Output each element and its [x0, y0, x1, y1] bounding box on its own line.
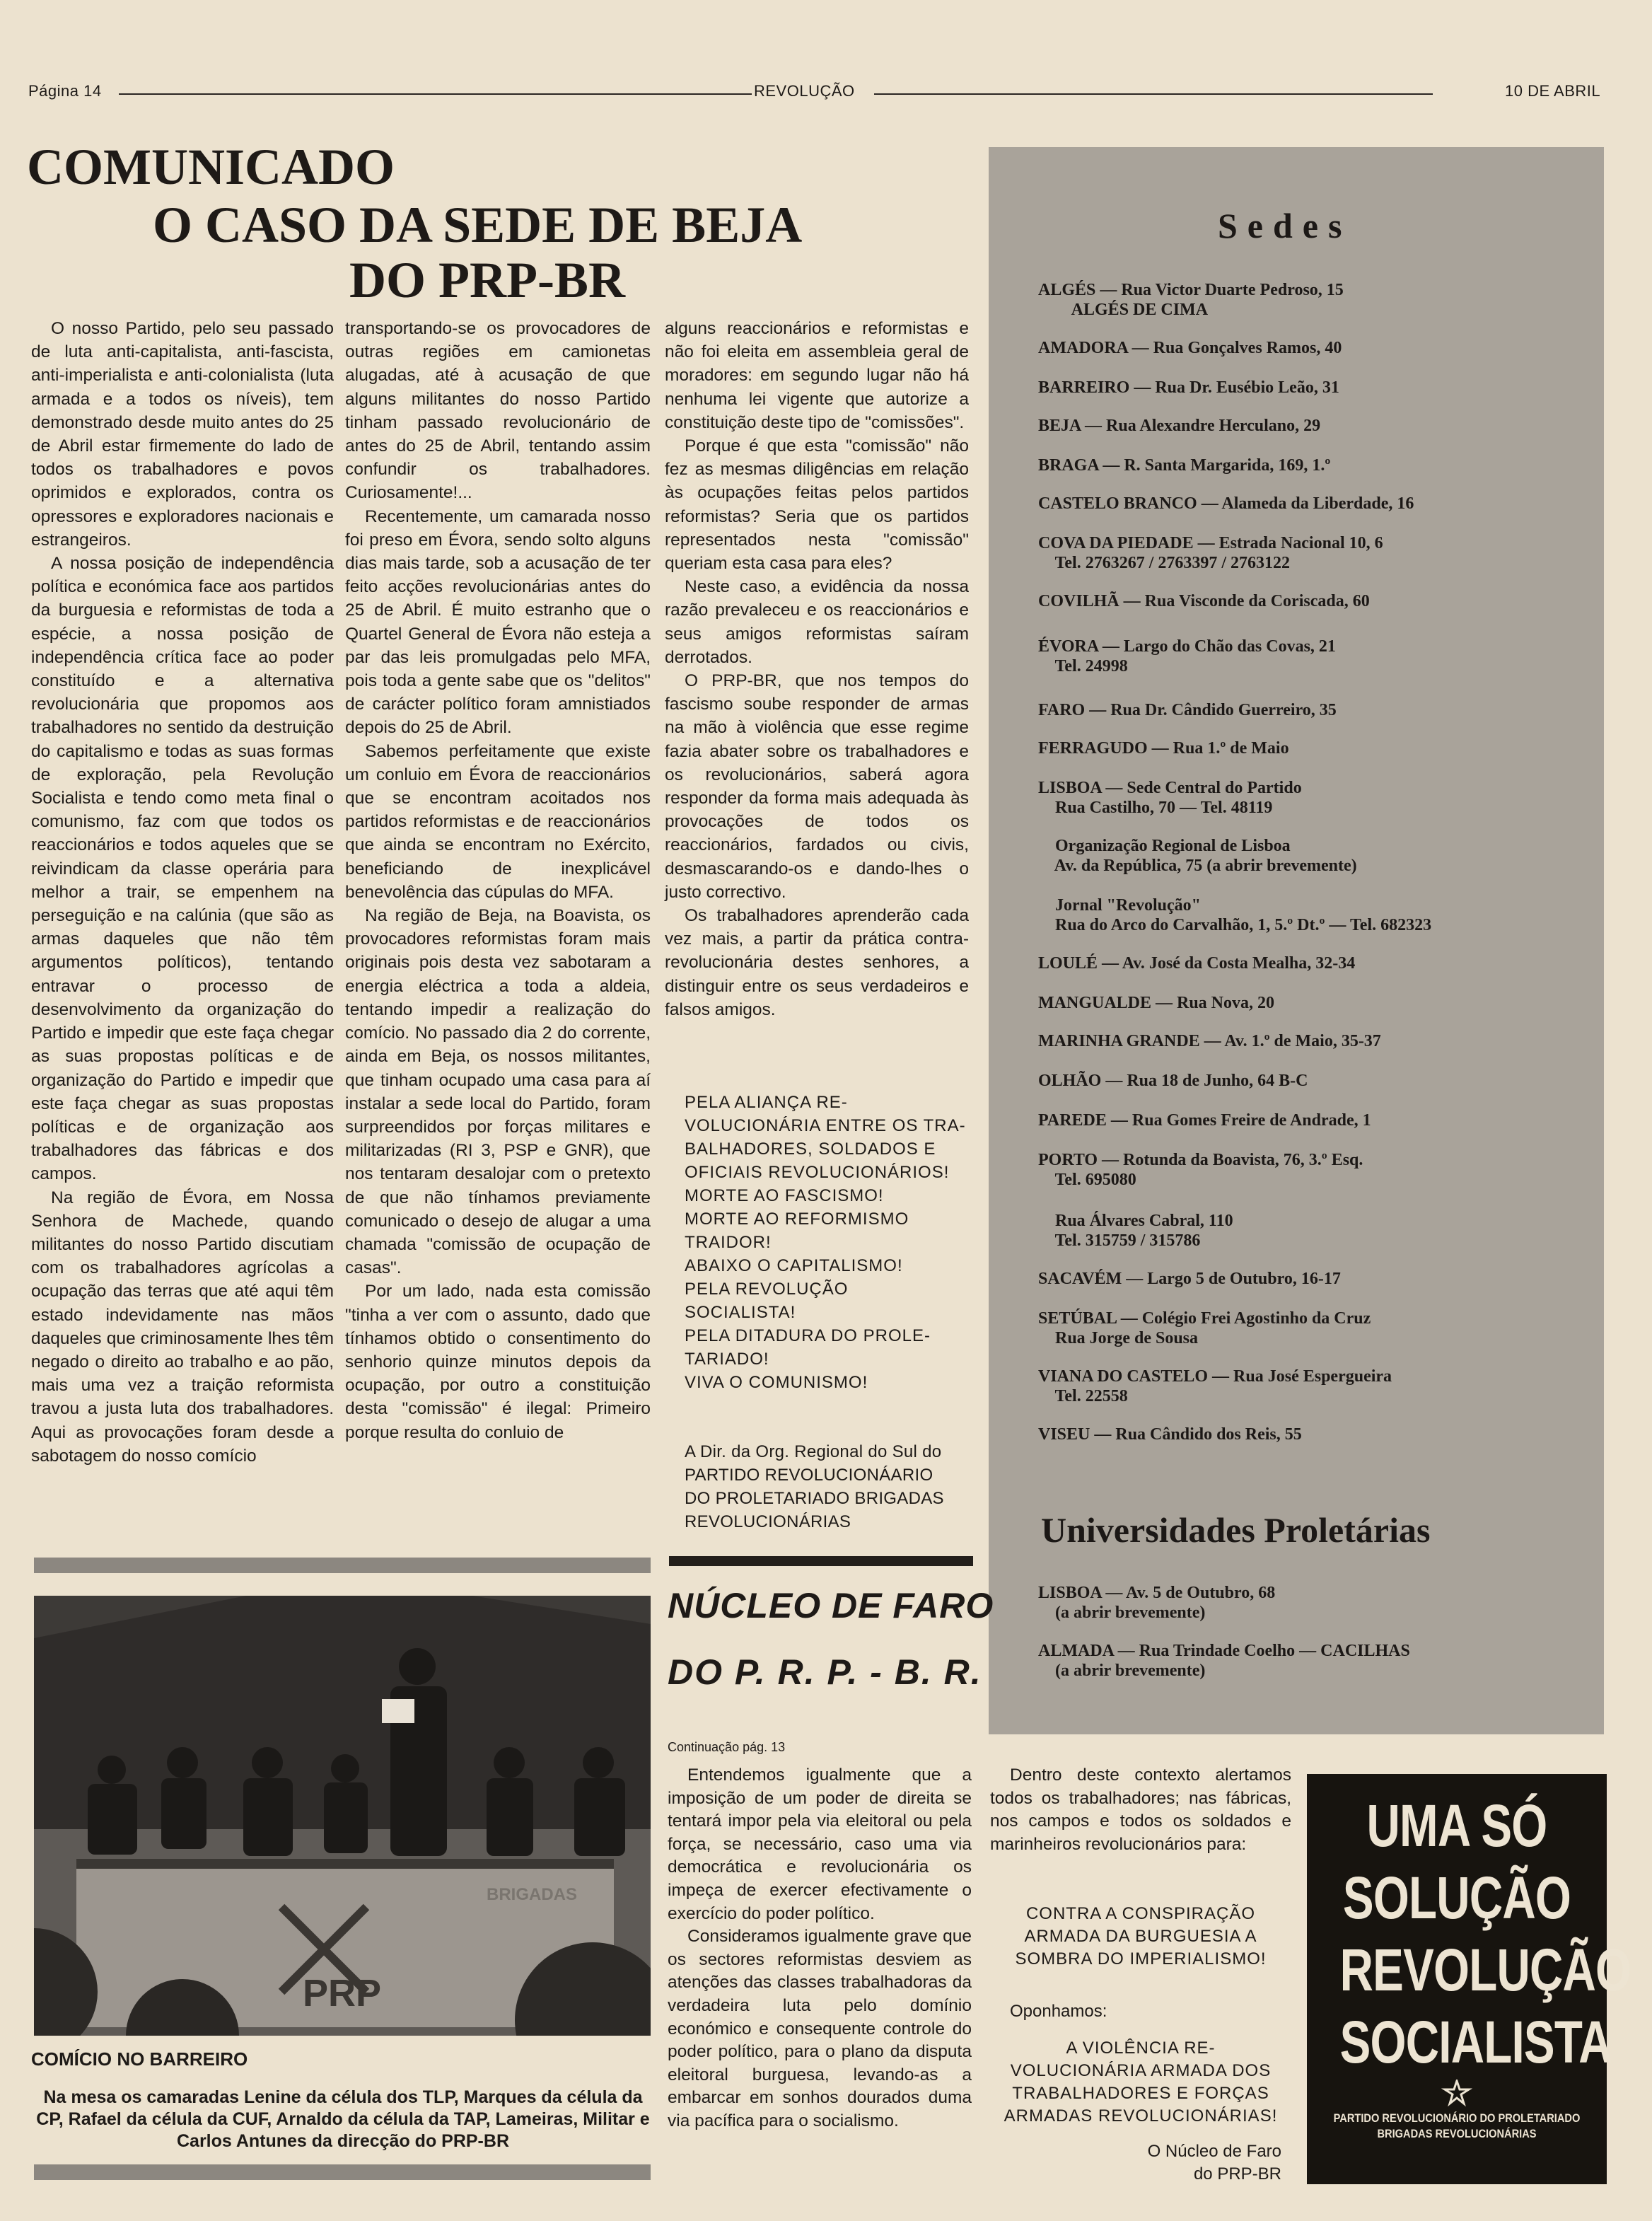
slogan-line: VOLUCIONÁRIA ARMADA DOS — [1010, 2061, 1272, 2080]
faro-continuation: Continuação pág. 13 — [668, 1740, 786, 1754]
article-title-line2: DO PRP-BR — [349, 252, 625, 308]
sede-item: BARREIRO — Rua Dr. Eusébio Leão, 31 — [1038, 378, 1339, 397]
comicio-photo — [34, 1596, 651, 2036]
article-column-3 — [665, 317, 969, 1021]
signature-line: PARTIDO REVOLUCIONÁARIO — [685, 1466, 933, 1485]
paragraph: Porque é que esta "comissão" não fez as mesmas diligências em relação às ocupações feitas pelos partidos reformistas? Seria que os partidos representados nesta "comissão" queriam esta casa para eles? — [665, 436, 969, 574]
paragraph: Os trabalhadores aprenderão cada vez mais, a partir da prática contra-revolucionária destes senhores, a distinguir entre os seus verdadeiros e falsos amigos. — [665, 906, 969, 1019]
slogan-line: OFICIAIS REVOLUCIONÁRIOS! — [685, 1163, 950, 1182]
faro-slogan-1 — [990, 1903, 1291, 1971]
photo-caption: Na mesa os camaradas Lenine da célula dos TLP, Marques da célula da CP, Rafael da célula da CUF, Arnaldo da célula da TAP, Lameiras, Militar e Carlos Antunes da direcção do PRP-BR — [36, 2087, 650, 2151]
article-title-line1: O CASO DA SEDE DE BEJA — [153, 197, 803, 253]
sede-item: PORTO — Rotunda da Boavista, 76, 3.º Esq. Tel. 695080 — [1038, 1151, 1363, 1189]
photo-illustration — [34, 1596, 651, 2036]
section-divider-bottom — [34, 2164, 651, 2180]
photo-caption-title: COMÍCIO NO BARREIRO — [31, 2048, 248, 2070]
poster-footer-line2: BRIGADAS REVOLUCIONÁRIAS — [1377, 2127, 1537, 2140]
sede-item: BEJA — Rua Alexandre Herculano, 29 — [1038, 417, 1321, 435]
faro-signature — [1096, 2140, 1281, 2186]
paragraph: O nosso Partido, pelo seu passado de luta anti-capitalista, anti-fascista, anti-imperialista e anti-colonialista (luta armada e a todos os níveis), tem demonstrado desde muito antes do 25 de Abril estar firmemente do lado de todos os trabalhadores e povos oprimidos e explorados, contra os opressores e exploradores nacionais e estrangeiros. — [31, 319, 334, 550]
slogan-line: CONTRA A CONSPIRAÇÃO — [1025, 1904, 1256, 1923]
slogan-line: BALHADORES, SOLDADOS E — [685, 1140, 936, 1159]
slogan-line: PELA REVOLUÇÃO — [685, 1280, 849, 1299]
sede-item: MANGUALDE — Rua Nova, 20 — [1038, 994, 1275, 1012]
star-hammer-icon — [1436, 2080, 1478, 2108]
sede-item: SACAVÉM — Largo 5 de Outubro, 16-17 — [1038, 1270, 1341, 1288]
sede-item: BRAGA — R. Santa Margarida, 169, 1.º — [1038, 456, 1331, 475]
slogan-line: SOCIALISTA! — [685, 1303, 796, 1322]
sede-item: ALGÉS — Rua Victor Duarte Pedroso, 15 ALGÉS DE CIMA — [1038, 281, 1344, 319]
article-kicker: COMUNICADO — [27, 139, 395, 195]
sede-item: Organização Regional de Lisboa Av. da República, 75 (a abrir brevemente) — [1054, 837, 1357, 875]
faro-column-1 — [668, 1764, 972, 2133]
masthead-rule-right — [874, 93, 1433, 95]
universidades-title: Universidades Proletárias — [1041, 1510, 1431, 1550]
slogan-line: TRAIDOR! — [685, 1233, 772, 1252]
sede-item: SETÚBAL — Colégio Frei Agostinho da Cruz Rua Jorge de Sousa — [1038, 1309, 1371, 1347]
sede-item: PAREDE — Rua Gomes Freire de Andrade, 1 — [1038, 1111, 1371, 1130]
signature-line: A Dir. da Org. Regional do Sul do — [685, 1442, 942, 1461]
article-column-1 — [31, 317, 334, 1468]
sede-item: Jornal "Revolução" Rua do Arco do Carvalhão, 1, 5.º Dt.º — Tel. 682323 — [1055, 896, 1432, 934]
article-signature — [685, 1440, 975, 1533]
slogan-line: MORTE AO REFORMISMO — [685, 1210, 909, 1229]
sede-item: COVA DA PIEDADE — Estrada Nacional 10, 6 Tel. 2763267 / 2763397 / 2763122 — [1038, 534, 1383, 572]
slogan-line: PELA ALIANÇA RE- — [685, 1093, 848, 1112]
paragraph: Na região de Beja, na Boavista, os provocadores reformistas foram mais originais pois desta vez sabotaram a energia eléctrica a toda a aldeia, tentando impedir a realização do comício. No passado dia 2 do corrente, ainda em Beja, os nossos militantes, que tinham ocupado uma casa para aí instalar a sede local do Partido, foram surpreendidos por forças militares e militarizadas (RI 3, PSP e GNR), que nos tentaram desalojar com o pretexto de que não tínhamos previamente comunicado o desejo de alugar a uma chamada "comissão de ocupação de casas". — [345, 906, 651, 1278]
sede-item: CASTELO BRANCO — Alameda da Liberdade, 16 — [1038, 494, 1414, 513]
poster-line: REVOLUÇÃO — [1339, 1937, 1631, 2003]
poster-line: UMA SÓ — [1366, 1792, 1547, 1859]
universidade-item: LISBOA — Av. 5 de Outubro, 68 (a abrir brevemente) — [1038, 1584, 1276, 1622]
slogan-line: PELA DITADURA DO PROLE- — [685, 1326, 931, 1345]
paragraph: Neste caso, a evidência da nossa razão prevaleceu e os reaccionários e seus amigos reformistas saíram derrotados. — [665, 577, 969, 667]
slogan-line: TRABALHADORES E FORÇAS — [1012, 2084, 1269, 2103]
paragraph: Por um lado, nada esta comissão "tinha a ver com o assunto, dado que tínhamos obtido o consentimento do senhorio quinze minutos depois da ocupação, por outro a constituição desta "comissão" é ilegal: Primeiro porque resulta do conluio de — [345, 1282, 651, 1442]
slogan-line: TARIADO! — [685, 1350, 769, 1369]
masthead-paper-name: REVOLUÇÃO — [754, 82, 855, 100]
section-divider — [34, 1558, 651, 1573]
poster-uma-so-solucao — [1307, 1774, 1631, 2184]
paragraph: A nossa posição de independência política e económica face aos partidos da burguesia e reformistas de toda a espécie, a nossa posição de independência crítica face ao poder constituído e a alternativa revolucionária que propomos aos trabalhadores no sentido da destruição do capitalismo e todas as suas formas de exploração, pela Revolução Socialista e tendo como meta final o comunismo, faz com que todos os reaccionários e todos aqueles que se reivindicam da classe operária para melhor a trair, se empenhem na perseguição e na calúnia (que são as armas daqueles que não têm argumentos políticos), tentando entravar o processo de desenvolvimento da organização do Partido e impedir que este faça chegar as suas propostas políticas e de organização do Partido e impedir que este faça chegar as suas propostas políticas e de organização aos trabalhadores das fábricas e dos campos. — [31, 554, 334, 1184]
signature-line: DO PROLETARIADO BRIGADAS — [685, 1489, 944, 1508]
article-slogans — [685, 1091, 967, 1394]
faro-top-rule — [669, 1556, 973, 1566]
sede-item: LOULÉ — Av. José da Costa Mealha, 32-34 — [1038, 954, 1356, 973]
faro-opponhamos: Oponhamos: — [1010, 2002, 1107, 2021]
slogan-line: ABAIXO O CAPITALISMO! — [685, 1256, 903, 1275]
faro-slogan-2 — [990, 2037, 1291, 2128]
sede-item: VIANA DO CASTELO — Rua José Espergueira Tel. 22558 — [1038, 1367, 1392, 1405]
slogan-line: ARMADA DA BURGUESIA A — [1024, 1927, 1257, 1946]
slogan-line: MORTE AO FASCISMO! — [685, 1186, 884, 1205]
sede-item: Rua Álvares Cabral, 110 Tel. 315759 / 315786 — [1054, 1212, 1233, 1250]
sede-item: MARINHA GRANDE — Av. 1.º de Maio, 35-37 — [1038, 1032, 1381, 1050]
paragraph: transportando-se os provocadores de outras regiões em camionetas alugadas, até à acusação de que alguns militantes do nosso Partido tinham passado revolucionário de antes do 25 de Abril, tentando assim confundir os trabalhadores. Curiosamente!... — [345, 319, 651, 503]
paragraph: alguns reaccionários e reformistas e não foi eleita em assembleia geral de moradores: em segundo lugar não há nenhuma lei vigente que autorize a constituição deste tipo de "comissões". — [665, 319, 969, 432]
paragraph: Sabemos perfeitamente que existe um conluio em Évora de reaccionários que se encontram acoitados nos partidos reformistas e de reaccionários que ainda se encontram no Exército, beneficiando de inexplicável benevolência das cúpulas do MFA. — [345, 741, 651, 902]
faro-column-2 — [990, 1764, 1291, 1856]
poster-footer-line1: PARTIDO REVOLUCIONÁRIO DO PROLETARIADO — [1333, 2111, 1581, 2125]
sede-item: ÉVORA — Largo do Chão das Covas, 21 Tel. 24998 — [1038, 637, 1336, 675]
photo-table-text: BRIGADAS — [487, 1885, 578, 1904]
masthead-date: 10 DE ABRIL — [1505, 82, 1601, 100]
sedes-title: Sedes — [1218, 206, 1352, 245]
masthead-rule-left — [119, 93, 752, 95]
slogan-line: ARMADAS REVOLUCIONÁRIAS! — [1004, 2106, 1278, 2126]
sede-item: FARO — Rua Dr. Cândido Guerreiro, 35 — [1038, 701, 1337, 719]
slogan-line: VOLUCIONÁRIA ENTRE OS TRA- — [685, 1116, 966, 1135]
article-column-2 — [345, 317, 651, 1444]
paragraph: Entendemos igualmente que a imposição de um poder de direita se tentará impor pela via eleitoral ou pela força, se necessário, caso uma via democrática e revolucionária os impeça de exercer efectivamente o exercício do poder político. — [668, 1765, 972, 1923]
sede-item: VISEU — Rua Cândido dos Reis, 55 — [1038, 1425, 1302, 1444]
slogan-line: VIVA O COMUNISMO! — [685, 1373, 868, 1392]
sede-item: AMADORA — Rua Gonçalves Ramos, 40 — [1038, 339, 1342, 357]
sede-item: OLHÃO — Rua 18 de Junho, 64 B-C — [1038, 1072, 1308, 1090]
sede-item: LISBOA — Sede Central do Partido Rua Castilho, 70 — Tel. 48119 — [1038, 779, 1302, 817]
paragraph: O PRP-BR, que nos tempos do fascismo soube responder de armas na mão à violência que esse regime fazia abater sobre os trabalhadores e os revolucionários, saberá agora responder da forma mais adequada às provocações de todos os reaccionários, fardados ou civis, desmascarando-os e dando-lhes o justo correctivo. — [665, 671, 969, 902]
paragraph: Consideramos igualmente grave que os sectores reformistas desviem as atenções das classes trabalhadoras da verdadeira luta pelo domínio económico e consequente controle do poder político, para o plano da disputa eleitoral burguesa, levando-as a embarcar em sonhos dourados duma via pacífica para o socialismo. — [668, 1927, 972, 2130]
signature-line: O Núcleo de Faro — [1147, 2142, 1281, 2161]
slogan-line: A VIOLÊNCIA RE- — [1066, 2039, 1216, 2058]
faro-title-line1: NÚCLEO DE FARO — [668, 1586, 994, 1625]
photo-banner-text: PRP — [303, 1972, 382, 2014]
faro-title-line2: DO P. R. P. - B. R. — [668, 1652, 982, 1692]
signature-line: do PRP-BR — [1193, 2164, 1281, 2184]
poster-line: SOCIALISTA — [1339, 2009, 1612, 2075]
sede-item: COVILHÃ — Rua Visconde da Coriscada, 60 — [1038, 592, 1370, 610]
universidade-item: ALMADA — Rua Trindade Coelho — CACILHAS (a abrir brevemente) — [1038, 1642, 1410, 1680]
faro-intro: Dentro deste contexto alertamos todos os trabalhadores; nas fábricas, nos campos e todos os soldados e marinheiros revolucionários para: — [990, 1765, 1291, 1854]
page-number: Página 14 — [28, 82, 102, 100]
paragraph: Na região de Évora, em Nossa Senhora de Machede, quando militantes do nosso Partido discutiam com os trabalhadores agrícolas a ocupação das terras que até aqui têm estado indevidamente nas mãos daqueles que criminosamente lhes têm negado o direito ao trabalho e ao pão, mais uma vez a traição reformista travou a justa luta dos trabalhadores. Aqui as provocações foram desde a sabotagem do nosso comício — [31, 1188, 334, 1466]
slogan-line: SOMBRA DO IMPERIALISMO! — [1015, 1949, 1267, 1968]
sede-item: FERRAGUDO — Rua 1.º de Maio — [1038, 739, 1289, 758]
signature-line: REVOLUCIONÁRIAS — [685, 1512, 851, 1531]
poster-line: SOLUÇÃO — [1342, 1865, 1571, 1931]
paragraph: Recentemente, um camarada nosso foi preso em Évora, sendo solto alguns dias mais tarde, sob a acusação de ter feito acções revolucionárias antes do 25 de Abril. É muito estranho que o Quartel General de Évora não esteja a par das leis promulgadas pelo MFA, pois toda a gente sabe que os "delitos" de carácter político foram amnistiados depois do 25 de Abril. — [345, 506, 651, 738]
